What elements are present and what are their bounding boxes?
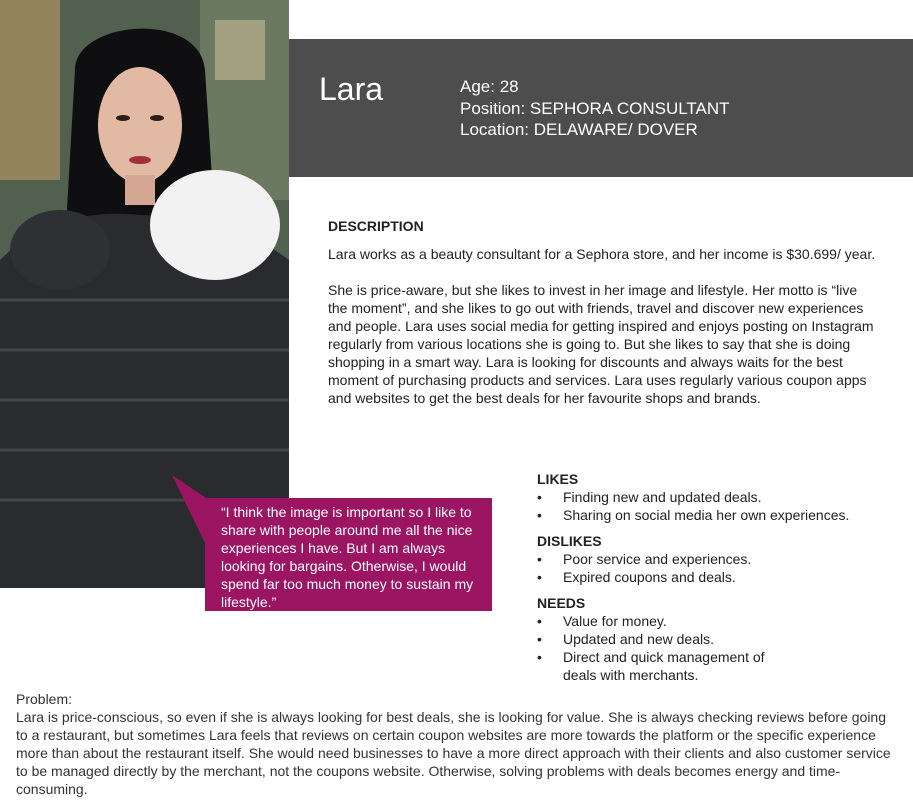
persona-name: Lara [319, 71, 384, 107]
list-item: • Poor service and experiences. [537, 550, 907, 568]
likes-title: LIKES [537, 471, 579, 487]
description-paragraph: Lara works as a beauty consultant for a Sephora store, and her income is $30.699/ year. [328, 246, 876, 262]
list-item: • Direct and quick management of deals with merchants. [537, 648, 797, 684]
persona-info [460, 76, 730, 141]
description-section [328, 217, 878, 407]
needs-section [537, 594, 907, 684]
problem-section [16, 690, 901, 798]
dislikes-section [537, 532, 907, 586]
likes-section [537, 470, 907, 524]
persona-quote: “I think the image is important so I like to share with people around me all the nice experiences I have. But I am always looking for bargains. Otherwise, I would spend far too much money to sustain my lifestyle.” [205, 498, 492, 611]
description-paragraph: She is price-aware, but she likes to invest in her image and lifestyle. Her motto is “live the moment”, and she likes to go out with friends, travel and discover new experiences and people. Lara uses social media for getting inspired and enjoys posting on Instagram regularly from various locations she is going to. But she likes to say that she is doing shopping in a smart way. Lara is looking for discounts and always waits for the best moment of purchasing products and services. Lara uses regularly various coupon apps and websites to get the best deals for her favourite shops and brands. [328, 282, 874, 406]
persona-location: Location: DELAWARE/ DOVER [460, 120, 698, 139]
problem-title: Problem: [16, 691, 73, 707]
attributes-lists [537, 470, 907, 688]
persona-age: Age: 28 [460, 77, 519, 96]
list-item: • Sharing on social media her own experiences. [537, 506, 907, 524]
list-item: • Value for money. [537, 612, 907, 630]
persona-header [289, 39, 913, 177]
persona-position: Position: SEPHORA CONSULTANT [460, 98, 730, 118]
description-title: DESCRIPTION [328, 218, 424, 234]
list-item: • Expired coupons and deals. [537, 568, 907, 586]
list-item: • Finding new and updated deals. [537, 488, 907, 506]
dislikes-title: DISLIKES [537, 533, 602, 549]
needs-title: NEEDS [537, 595, 586, 611]
problem-text: Lara is price-conscious, so even if she is always looking for best deals, she is looking for value. She is always checking reviews before going to a restaurant, but sometimes Lara feels that reviews on certain coupon websites are more towards the platform or the specific experience more than about the restaurant itself. She would need businesses to have a more direct approach with their clients and also customer service to be managed directly by the merchant, not the coupons website. Otherwise, solving problems with deals becomes energy and time-consuming. [16, 709, 891, 797]
list-item: • Updated and new deals. [537, 630, 907, 648]
